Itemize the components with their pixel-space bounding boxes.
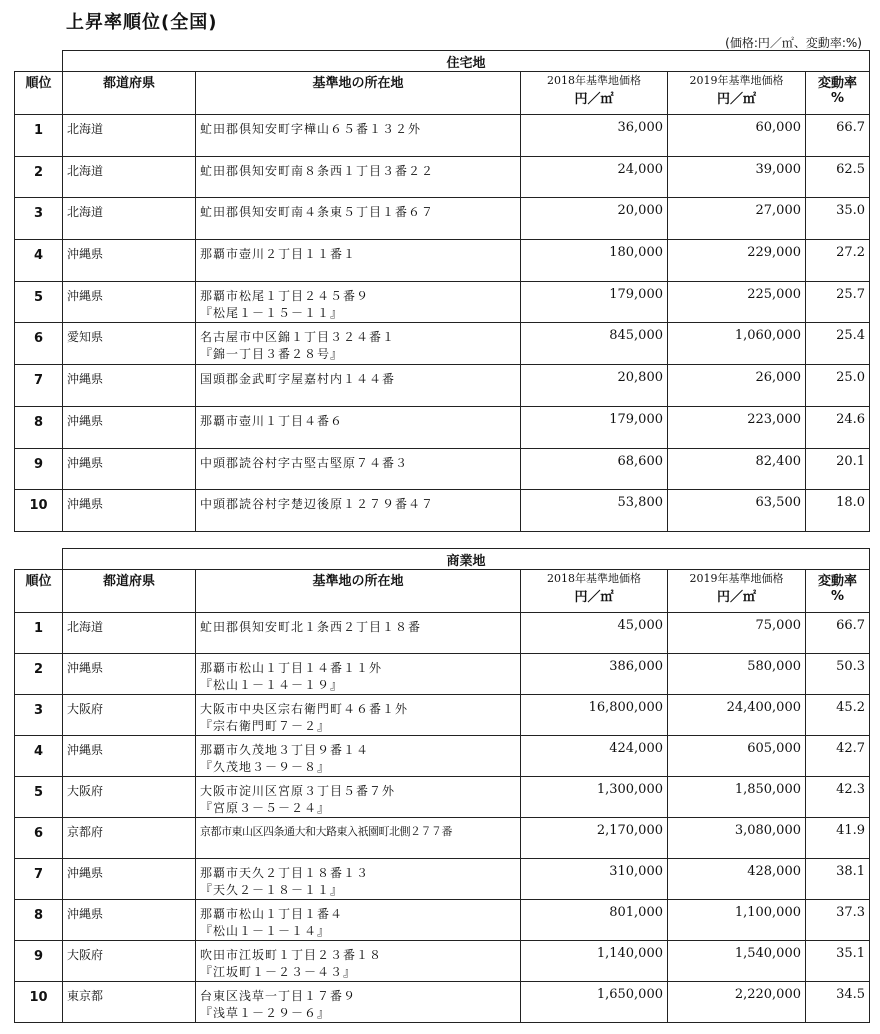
table-row [15, 240, 870, 282]
prefecture-cell: 沖縄県 [63, 654, 196, 695]
prefecture-cell: 大阪府 [63, 777, 196, 818]
price2019-label: 2019年基準地価格 [689, 74, 784, 87]
price2018-header [521, 72, 668, 115]
table-row [15, 156, 870, 198]
address-line: 吹田市江坂町１丁目２３番１８ [200, 948, 383, 962]
rank-cell: 4 [15, 736, 63, 777]
change-cell: 20.1 [806, 448, 870, 490]
price2019-cell: 605,000 [668, 736, 806, 777]
prefecture-cell: 大阪府 [63, 941, 196, 982]
rank-cell: 2 [15, 654, 63, 695]
rank-cell: 9 [15, 448, 63, 490]
rank-cell: 5 [15, 281, 63, 323]
table-row [15, 490, 870, 532]
address-cell [196, 448, 521, 490]
page-title: 上昇率順位(全国) [66, 12, 218, 33]
price2019-cell: 3,080,000 [668, 818, 806, 859]
table-row [15, 736, 870, 777]
change-cell: 35.1 [806, 941, 870, 982]
address-cell [196, 941, 521, 982]
residential-table [14, 50, 870, 532]
rank-cell: 10 [15, 490, 63, 532]
address-cell [196, 613, 521, 654]
change-cell: 25.7 [806, 281, 870, 323]
address-line: 那覇市松山１丁目１番４ [200, 907, 344, 921]
address-line: 大阪市中央区宗右衛門町４６番１外 [200, 702, 409, 716]
address-cell [196, 859, 521, 900]
rank-cell: 8 [15, 406, 63, 448]
rank-cell: 5 [15, 777, 63, 818]
address-alias: 『松山１－１４－１９』 [200, 678, 344, 692]
address-alias: 『天久２－１８－１１』 [200, 883, 344, 897]
prefecture-cell: 沖縄県 [63, 281, 196, 323]
change-cell: 66.7 [806, 115, 870, 157]
blank-corner [15, 549, 63, 570]
address-line: 那覇市松尾１丁目２４５番９ [200, 288, 370, 303]
address-line: 大阪市淀川区宮原３丁目５番７外 [200, 784, 396, 798]
price2018-cell: 310,000 [521, 859, 668, 900]
price2019-cell: 1,060,000 [668, 323, 806, 365]
rank-cell: 6 [15, 818, 63, 859]
address-alias: 『宗右衛門町７－２』 [200, 719, 331, 733]
rank-cell: 4 [15, 240, 63, 282]
table-row [15, 613, 870, 654]
table-row [15, 859, 870, 900]
prefecture-cell: 大阪府 [63, 695, 196, 736]
rank-cell: 2 [15, 156, 63, 198]
blank-corner [15, 51, 63, 72]
address-alias: 『久茂地３－９－８』 [200, 760, 331, 774]
price2018-cell: 179,000 [521, 406, 668, 448]
price2018-cell: 20,000 [521, 198, 668, 240]
change-cell: 25.0 [806, 365, 870, 407]
price2019-unit: 円／㎡ [716, 590, 756, 605]
rank-cell: 1 [15, 613, 63, 654]
address-cell [196, 156, 521, 198]
change-cell: 35.0 [806, 198, 870, 240]
address-cell [196, 818, 521, 859]
address-cell [196, 406, 521, 448]
rank-cell: 7 [15, 859, 63, 900]
address-cell [196, 198, 521, 240]
rank-header: 順位 [15, 72, 63, 115]
table-row [15, 982, 870, 1023]
change-unit: % [831, 91, 845, 106]
price2018-cell: 1,300,000 [521, 777, 668, 818]
table-row [15, 695, 870, 736]
price2018-cell: 36,000 [521, 115, 668, 157]
prefecture-cell: 沖縄県 [63, 448, 196, 490]
prefecture-cell: 北海道 [63, 115, 196, 157]
address-line: 名古屋市中区錦１丁目３２４番１ [200, 330, 396, 345]
price2019-cell: 225,000 [668, 281, 806, 323]
price2019-cell: 39,000 [668, 156, 806, 198]
table-row [15, 448, 870, 490]
address-alias: 『松山１－１－１４』 [200, 924, 331, 938]
address-line: 虻田郡倶知安町北１条西２丁目１８番 [200, 620, 422, 634]
address-cell [196, 281, 521, 323]
address-cell [196, 240, 521, 282]
prefecture-cell: 北海道 [63, 156, 196, 198]
commercial-section-label: 商業地 [63, 549, 870, 570]
change-cell: 37.3 [806, 900, 870, 941]
prefecture-cell: 沖縄県 [63, 240, 196, 282]
price2019-cell: 229,000 [668, 240, 806, 282]
address-line: 那覇市久茂地３丁目９番１４ [200, 743, 370, 757]
prefecture-cell: 愛知県 [63, 323, 196, 365]
change-cell: 25.4 [806, 323, 870, 365]
address-line: 虻田郡倶知安町南４条東５丁目１番６７ [200, 205, 435, 220]
address-cell [196, 365, 521, 407]
price2019-cell: 223,000 [668, 406, 806, 448]
price2018-cell: 179,000 [521, 281, 668, 323]
table-row [15, 198, 870, 240]
price2018-label: 2018年基準地価格 [547, 74, 641, 87]
rank-header: 順位 [15, 570, 63, 613]
address-line: 国頭郡金武町字屋嘉村内１４４番 [200, 372, 396, 387]
rank-cell: 6 [15, 323, 63, 365]
table-row [15, 281, 870, 323]
address-cell [196, 654, 521, 695]
change-header [806, 72, 870, 115]
address-line: 台東区浅草一丁目１７番９ [200, 989, 357, 1003]
rank-cell: 7 [15, 365, 63, 407]
change-label: 変動率 [818, 574, 858, 589]
table-row [15, 818, 870, 859]
prefecture-cell: 北海道 [63, 198, 196, 240]
address-line: 虻田郡倶知安町南８条西１丁目３番２２ [200, 163, 435, 178]
price2019-cell: 63,500 [668, 490, 806, 532]
price2018-cell: 801,000 [521, 900, 668, 941]
price2019-cell: 428,000 [668, 859, 806, 900]
price2019-cell: 1,540,000 [668, 941, 806, 982]
table-row [15, 777, 870, 818]
table-row [15, 654, 870, 695]
address-cell [196, 736, 521, 777]
table-row [15, 323, 870, 365]
address-line: 那覇市松山１丁目１４番１１外 [200, 661, 383, 675]
price2019-cell: 60,000 [668, 115, 806, 157]
address-cell [196, 900, 521, 941]
address-line: 虻田郡倶知安町字樺山６５番１３２外 [200, 122, 422, 136]
prefecture-cell: 沖縄県 [63, 365, 196, 407]
unit-note: (価格:円／㎡、変動率:%) [725, 36, 862, 50]
price2018-cell: 1,650,000 [521, 982, 668, 1023]
rank-cell: 3 [15, 198, 63, 240]
address-cell [196, 777, 521, 818]
table-row [15, 115, 870, 157]
change-cell: 66.7 [806, 613, 870, 654]
address-alias: 『宮原３－５－２４』 [200, 801, 331, 815]
price2019-cell: 24,400,000 [668, 695, 806, 736]
price2019-unit: 円／㎡ [716, 92, 756, 107]
price2019-header [668, 72, 806, 115]
price2019-cell: 2,220,000 [668, 982, 806, 1023]
change-cell: 45.2 [806, 695, 870, 736]
price2019-cell: 75,000 [668, 613, 806, 654]
rank-cell: 3 [15, 695, 63, 736]
price2018-cell: 68,600 [521, 448, 668, 490]
prefecture-header: 都道府県 [63, 72, 196, 115]
price2019-cell: 1,100,000 [668, 900, 806, 941]
address-alias: 『松尾１－１５－１１』 [200, 305, 344, 320]
prefecture-cell: 沖縄県 [63, 736, 196, 777]
price2018-cell: 180,000 [521, 240, 668, 282]
residential-section-label: 住宅地 [63, 51, 870, 72]
change-cell: 18.0 [806, 490, 870, 532]
price2019-cell: 1,850,000 [668, 777, 806, 818]
address-line: 中頭郡読谷村字古堅古堅原７４番３ [200, 455, 409, 470]
table-row [15, 900, 870, 941]
table-row [15, 365, 870, 407]
change-header [806, 570, 870, 613]
prefecture-cell: 沖縄県 [63, 406, 196, 448]
prefecture-cell: 沖縄県 [63, 900, 196, 941]
address-cell [196, 115, 521, 157]
price2019-label: 2019年基準地価格 [689, 572, 784, 585]
table-row [15, 406, 870, 448]
price2019-cell: 27,000 [668, 198, 806, 240]
price2018-cell: 2,170,000 [521, 818, 668, 859]
address-line: 京都市東山区四条通大和大路東入祇園町北側２７７番 [200, 825, 452, 838]
address-cell [196, 695, 521, 736]
price2019-cell: 26,000 [668, 365, 806, 407]
price2018-cell: 386,000 [521, 654, 668, 695]
address-cell [196, 323, 521, 365]
price2018-cell: 1,140,000 [521, 941, 668, 982]
change-cell: 42.3 [806, 777, 870, 818]
price2018-cell: 20,800 [521, 365, 668, 407]
address-line: 中頭郡読谷村字楚辺後原１２７９番４７ [200, 497, 435, 512]
change-cell: 34.5 [806, 982, 870, 1023]
price2018-cell: 45,000 [521, 613, 668, 654]
price2019-header [668, 570, 806, 613]
address-alias: 『錦一丁目３番２８号』 [200, 347, 344, 362]
address-alias: 『浅草１－２９－６』 [200, 1006, 331, 1020]
change-cell: 38.1 [806, 859, 870, 900]
commercial-table [14, 548, 870, 1023]
prefecture-cell: 東京都 [63, 982, 196, 1023]
prefecture-cell: 京都府 [63, 818, 196, 859]
rank-cell: 10 [15, 982, 63, 1023]
price2018-cell: 845,000 [521, 323, 668, 365]
prefecture-header: 都道府県 [63, 570, 196, 613]
rank-cell: 1 [15, 115, 63, 157]
address-line: 那覇市壺川１丁目４番６ [200, 413, 344, 428]
change-cell: 42.7 [806, 736, 870, 777]
price2019-cell: 580,000 [668, 654, 806, 695]
price2018-unit: 円／㎡ [574, 590, 614, 605]
address-line: 那覇市天久２丁目１８番１３ [200, 866, 370, 880]
price2018-cell: 424,000 [521, 736, 668, 777]
location-header: 基準地の所在地 [196, 570, 521, 613]
change-unit: % [831, 589, 845, 604]
price2018-header [521, 570, 668, 613]
prefecture-cell: 北海道 [63, 613, 196, 654]
change-cell: 62.5 [806, 156, 870, 198]
address-alias: 『江坂町１－２３－４３』 [200, 965, 357, 979]
price2018-cell: 16,800,000 [521, 695, 668, 736]
prefecture-cell: 沖縄県 [63, 490, 196, 532]
address-cell [196, 490, 521, 532]
change-cell: 50.3 [806, 654, 870, 695]
change-cell: 41.9 [806, 818, 870, 859]
change-cell: 24.6 [806, 406, 870, 448]
price2018-unit: 円／㎡ [574, 92, 614, 107]
price2019-cell: 82,400 [668, 448, 806, 490]
location-header: 基準地の所在地 [196, 72, 521, 115]
change-label: 変動率 [818, 76, 858, 91]
price2018-cell: 53,800 [521, 490, 668, 532]
change-cell: 27.2 [806, 240, 870, 282]
price2018-label: 2018年基準地価格 [547, 572, 641, 585]
prefecture-cell: 沖縄県 [63, 859, 196, 900]
rank-cell: 9 [15, 941, 63, 982]
address-line: 那覇市壺川２丁目１１番１ [200, 247, 357, 262]
price2018-cell: 24,000 [521, 156, 668, 198]
rank-cell: 8 [15, 900, 63, 941]
address-cell [196, 982, 521, 1023]
table-row [15, 941, 870, 982]
